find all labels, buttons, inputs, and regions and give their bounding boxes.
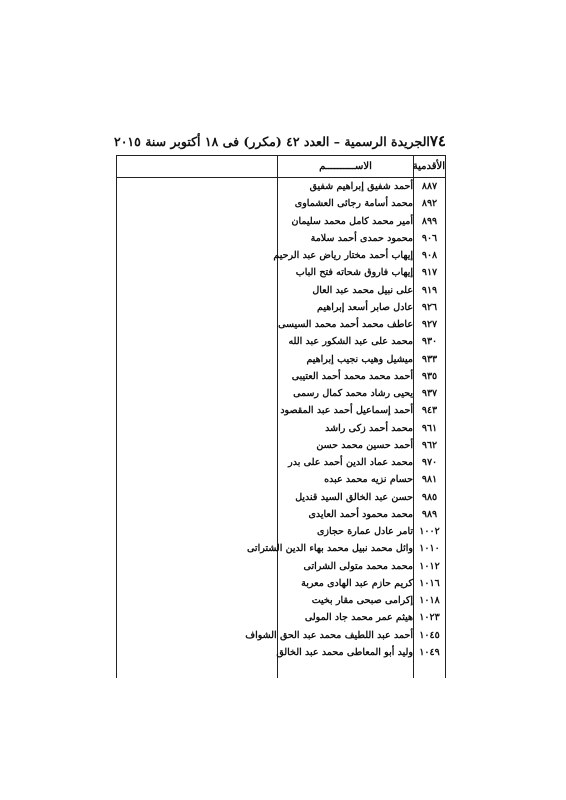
table-row [117,437,446,454]
gazette-title: الجريدة الرسمية – العدد ٤٢ (مكرر) فى ١٨ أكتوبر سنة ٢٠١٥ [113,133,430,149]
seniority-number: ٩٠٨ [414,247,446,264]
person-name: محمد محمود أحمد العايدى [278,506,414,523]
person-name: كريم حازم عبد الهادى معربة [278,575,414,592]
blank-cell [117,264,278,281]
blank-cell [117,195,278,212]
blank-cell [117,402,278,419]
seniority-number: ١٠١٦ [414,575,446,592]
table-spacer-row [117,661,446,678]
person-name: وائل محمد نبيل محمد بهاء الدين الشتراتى [278,540,414,557]
table-row [117,385,446,402]
blank-cell [117,437,278,454]
person-name: محمد محمد متولى الشراتى [278,558,414,575]
seniority-number: ٩١٩ [414,282,446,299]
seniority-number: ١٠٢٣ [414,609,446,626]
person-name: عاطف محمد أحمد محمد السيسى [278,316,414,333]
seniority-number: ٩٠٦ [414,230,446,247]
table-row [117,247,446,264]
blank-cell [117,351,278,368]
table-row [117,540,446,557]
seniority-number: ١٠١٢ [414,558,446,575]
blank-cell [117,247,278,264]
seniority-number: ٩٨٥ [414,489,446,506]
blank-cell [117,230,278,247]
seniority-number: ٩٢٦ [414,299,446,316]
person-name: محمود حمدى أحمد سلامة [278,230,414,247]
seniority-number: ٩٨٩ [414,506,446,523]
table-row [117,282,446,299]
column-header-name: الاســــــــــم [278,156,414,178]
seniority-number: ٩٣٣ [414,351,446,368]
seniority-number: ٩٣٥ [414,368,446,385]
person-name: يحيى رشاد محمد كمال رسمى [278,385,414,402]
spacer-cell [414,661,446,678]
seniority-number: ٨٩٩ [414,213,446,230]
blank-cell [117,523,278,540]
person-name: حسام نزيه محمد عبده [278,471,414,488]
table-row [117,592,446,609]
blank-cell [117,299,278,316]
person-name: وليد أبو المعاطى محمد عبد الخالق [278,644,414,661]
blank-cell [117,213,278,230]
table-row [117,489,446,506]
spacer-cell [117,661,278,678]
person-name: إيهاب فاروق شحاته فتح الباب [278,264,414,281]
blank-cell [117,644,278,661]
seniority-number: ٩٤٣ [414,402,446,419]
table-row [117,454,446,471]
table-row [117,230,446,247]
names-table [116,155,446,678]
table-header [117,156,446,178]
table-row [117,644,446,661]
person-name: محمد عماد الدين أحمد على بدر [278,454,414,471]
blank-cell [117,282,278,299]
person-name: محمد أحمد زكى راشد [278,420,414,437]
person-name: أحمد عبد اللطيف محمد عبد الحق الشواف [278,627,414,644]
page-number: ٧٤ [429,132,446,150]
person-name: عادل صابر أسعد إبراهيم [278,299,414,316]
blank-cell [117,316,278,333]
person-name: تامر عادل عمارة حجازى [278,523,414,540]
seniority-number: ١٠٠٢ [414,523,446,540]
blank-cell [117,558,278,575]
blank-cell [117,333,278,350]
seniority-number: ٩٣٧ [414,385,446,402]
person-name: محمد أسامة رجائى العشماوى [278,195,414,212]
table-row [117,558,446,575]
blank-cell [117,471,278,488]
person-name: أحمد إسماعيل أحمد عبد المقصود [278,402,414,419]
blank-cell [117,385,278,402]
table-row [117,627,446,644]
seniority-number: ٨٩٢ [414,195,446,212]
person-name: أحمد شفيق إبراهيم شفيق [278,178,414,196]
table-row [117,195,446,212]
person-name: محمد على عبد الشكور عبد الله [278,333,414,350]
column-header-blank [117,156,278,178]
table-row [117,178,446,196]
seniority-number: ١٠١٠ [414,540,446,557]
seniority-number: ٩١٧ [414,264,446,281]
seniority-number: ١٠١٨ [414,592,446,609]
table-row [117,471,446,488]
table-row [117,213,446,230]
column-header-seniority: الأقدمية [414,156,446,178]
blank-cell [117,592,278,609]
spacer-cell [278,661,414,678]
person-name: أمير محمد كامل محمد سليمان [278,213,414,230]
blank-cell [117,178,278,196]
table-row [117,299,446,316]
person-name: ميشيل وهيب نجيب إبراهيم [278,351,414,368]
seniority-number: ٩٣٠ [414,333,446,350]
blank-cell [117,420,278,437]
person-name: على نبيل محمد عبد العال [278,282,414,299]
seniority-number: ١٠٤٩ [414,644,446,661]
table-row [117,506,446,523]
blank-cell [117,489,278,506]
table-row [117,402,446,419]
seniority-number: ٨٨٧ [414,178,446,196]
blank-cell [117,609,278,626]
table-row [117,351,446,368]
seniority-number: ٩٨١ [414,471,446,488]
table-row [117,609,446,626]
seniority-number: ٩٧٠ [414,454,446,471]
person-name: إيهاب أحمد مختار رياض عبد الرحيم [278,247,414,264]
seniority-number: ١٠٤٥ [414,627,446,644]
table-row [117,575,446,592]
person-name: إكرامى صبحى مقار بخيت [278,592,414,609]
page-header [113,132,446,150]
person-name: هيثم عمر محمد جاد المولى [278,609,414,626]
blank-cell [117,506,278,523]
seniority-number: ٩٦١ [414,420,446,437]
table-row [117,316,446,333]
seniority-number: ٩٦٢ [414,437,446,454]
blank-cell [117,575,278,592]
table-body [117,178,446,679]
table-row [117,420,446,437]
table-row [117,333,446,350]
table-row [117,264,446,281]
person-name: أحمد حسين محمد حسن [278,437,414,454]
person-name: حسن عبد الخالق السيد قنديل [278,489,414,506]
table-row [117,368,446,385]
table-row [117,523,446,540]
blank-cell [117,368,278,385]
seniority-number: ٩٢٧ [414,316,446,333]
person-name: أحمد محمد محمد أحمد العتيبى [278,368,414,385]
blank-cell [117,454,278,471]
